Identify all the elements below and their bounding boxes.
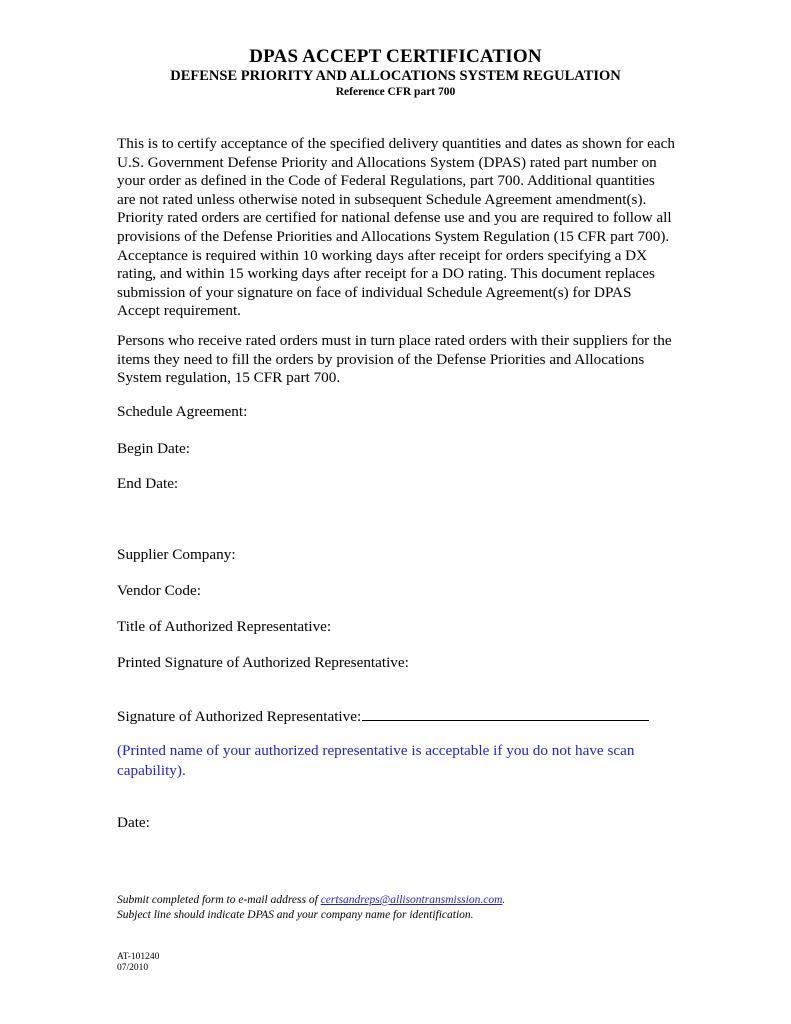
begin-date-label: Begin Date: bbox=[117, 440, 190, 457]
page-subtitle: DEFENSE PRIORITY AND ALLOCATIONS SYSTEM REGULATION bbox=[170, 68, 621, 84]
printed-signature-label: Printed Signature of Authorized Representative: bbox=[117, 654, 409, 671]
form-number: AT-101240 bbox=[117, 952, 160, 962]
date-label: Date: bbox=[117, 814, 150, 831]
supplier-company-label: Supplier Company: bbox=[117, 546, 236, 563]
revision-date: 07/2010 bbox=[117, 963, 149, 973]
subject-line-instructions: Subject line should indicate DPAS and your company name for identification. bbox=[117, 909, 474, 921]
submission-prefix: Submit completed form to e-mail address of bbox=[117, 894, 321, 906]
end-date-label: End Date: bbox=[117, 475, 179, 492]
certification-paragraph: This is to certify acceptance of the specified delivery quantities and dates as shown for each U.S. Government Defense Priority and Allocations System (DPAS) rated part number on your order as defined in the Code of Federal Regulations, part 700. Additional quantities are not rated unless otherwise noted in subsequent Schedule Agreement amendment(s). Priority rated orders are certified for national defense use and you are required to follow all provisions of the Defense Priorities and Allocations System Regulation (15 CFR part 700). Acceptance is required within 10 working days after receipt for orders specifying a DX rating, and within 15 working days after receipt for a DO rating. This document replaces submission of your signature on face of individual Schedule Agreement(s) for DPAS Accept requirement. bbox=[117, 135, 675, 320]
vendor-code-label: Vendor Code: bbox=[117, 582, 201, 599]
scan-capability-note: (Printed name of your authorized representative is acceptable if you do not have scan capability). bbox=[117, 742, 635, 779]
title-of-representative-label: Title of Authorized Representative: bbox=[117, 618, 332, 635]
schedule-agreement-label: Schedule Agreement: bbox=[117, 403, 248, 420]
signature-row bbox=[117, 706, 649, 726]
signature-label: Signature of Authorized Representative: bbox=[117, 708, 362, 725]
signature-line[interactable] bbox=[362, 706, 649, 721]
email-link[interactable]: certsandreps@allisontransmission.com bbox=[320, 894, 503, 906]
rated-orders-paragraph: Persons who receive rated orders must in turn place rated orders with their suppliers for the items they need to fill the orders by provision of the Defense Priorities and Allocations System regulation, 15 CFR part 700. bbox=[117, 332, 672, 387]
submission-instructions bbox=[117, 893, 677, 923]
form-identifier bbox=[117, 952, 159, 974]
submission-suffix: . bbox=[502, 894, 506, 906]
reference-line: Reference CFR part 700 bbox=[335, 86, 456, 98]
page-title: DPAS ACCEPT CERTIFICATION bbox=[249, 46, 542, 67]
